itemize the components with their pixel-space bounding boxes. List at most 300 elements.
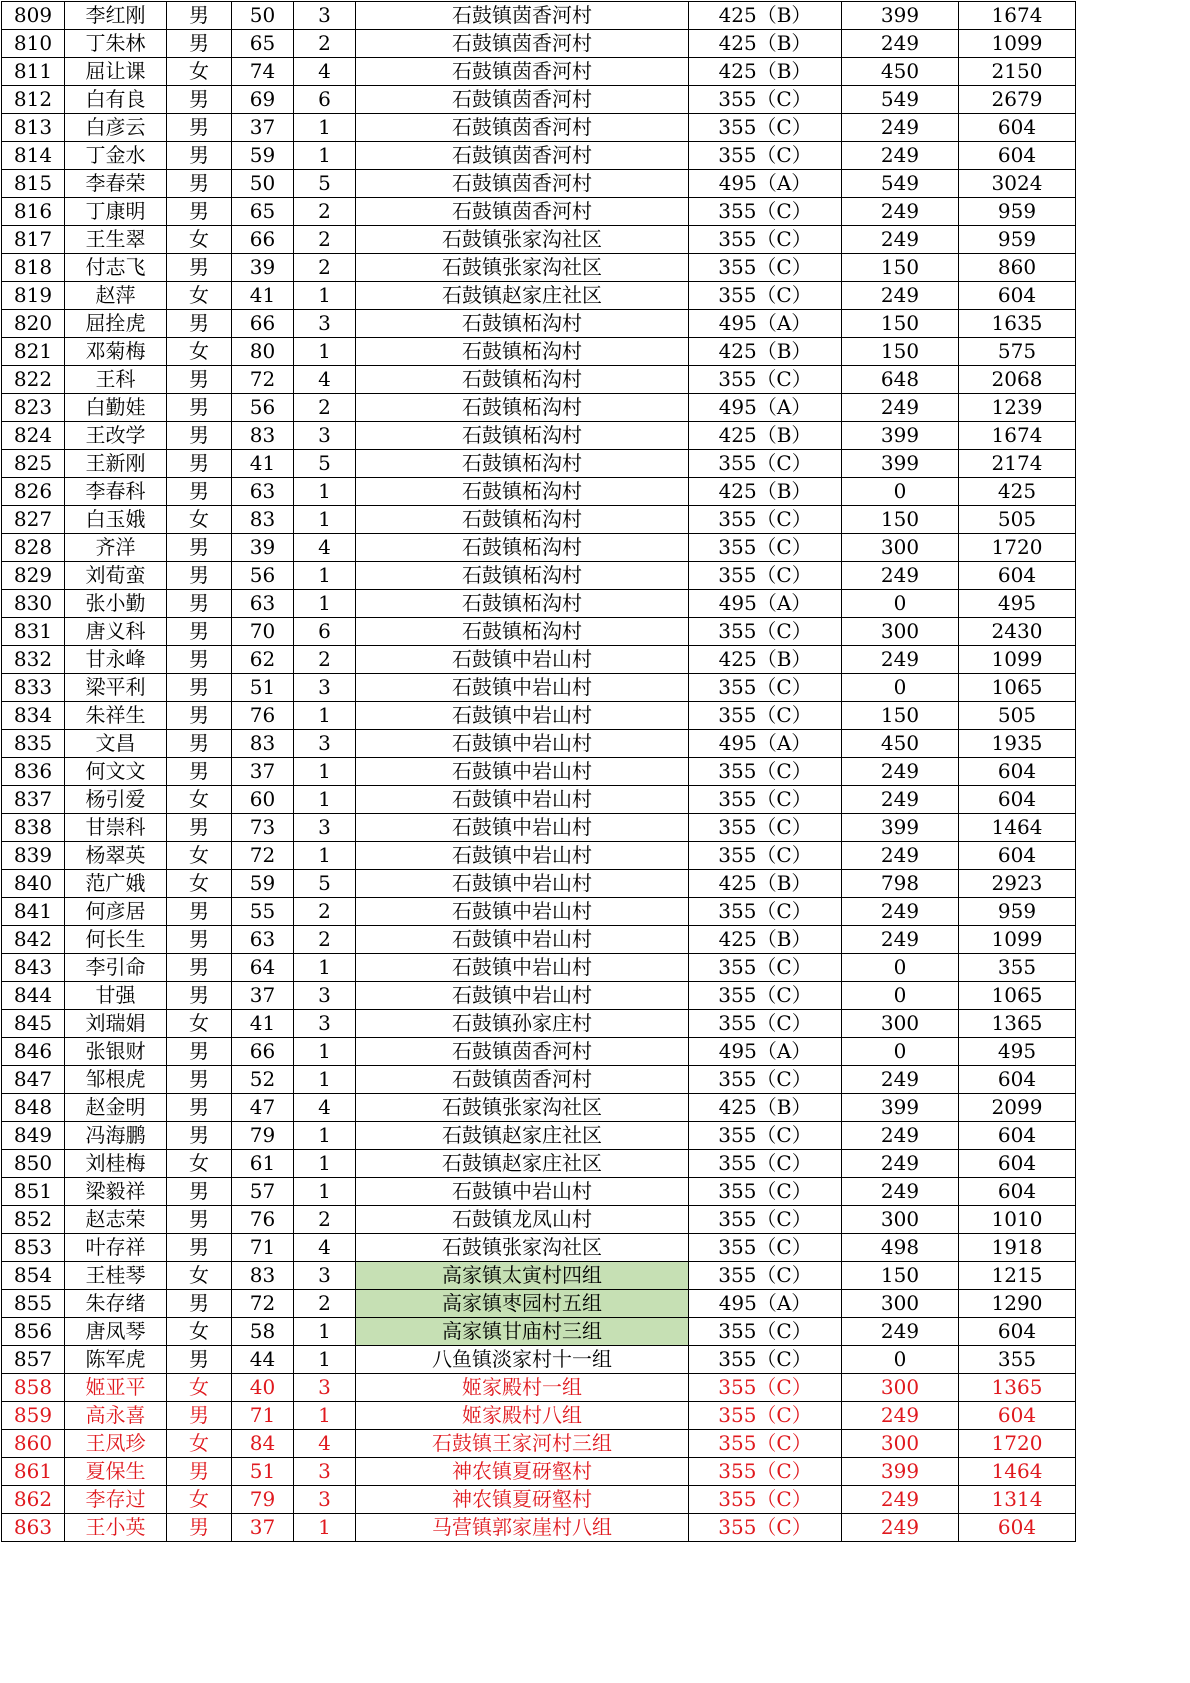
age-cell: 84 bbox=[232, 1430, 294, 1458]
age-cell: 71 bbox=[232, 1234, 294, 1262]
subsidy-cell: 150 bbox=[842, 310, 959, 338]
name-cell: 王科 bbox=[65, 366, 167, 394]
standard-cell: 355（C） bbox=[689, 898, 842, 926]
name-cell: 梁毅祥 bbox=[65, 1178, 167, 1206]
row-id-cell: 822 bbox=[2, 366, 65, 394]
address-cell: 高家镇太寅村四组 bbox=[356, 1262, 689, 1290]
total-cell: 2679 bbox=[959, 86, 1076, 114]
row-id-cell: 821 bbox=[2, 338, 65, 366]
name-cell: 李红刚 bbox=[65, 2, 167, 30]
household-size-cell: 4 bbox=[294, 1234, 356, 1262]
household-size-cell: 1 bbox=[294, 702, 356, 730]
name-cell: 冯海鹏 bbox=[65, 1122, 167, 1150]
row-id-cell: 820 bbox=[2, 310, 65, 338]
total-cell: 959 bbox=[959, 898, 1076, 926]
total-cell: 575 bbox=[959, 338, 1076, 366]
address-cell: 石鼓镇柘沟村 bbox=[356, 394, 689, 422]
subsidy-cell: 150 bbox=[842, 254, 959, 282]
table-row bbox=[2, 1122, 1076, 1150]
row-id-cell: 858 bbox=[2, 1374, 65, 1402]
gender-cell: 男 bbox=[167, 562, 232, 590]
name-cell: 赵萍 bbox=[65, 282, 167, 310]
row-id-cell: 853 bbox=[2, 1234, 65, 1262]
subsidy-cell: 249 bbox=[842, 394, 959, 422]
age-cell: 76 bbox=[232, 702, 294, 730]
age-cell: 50 bbox=[232, 170, 294, 198]
table-row bbox=[2, 1290, 1076, 1318]
table-row bbox=[2, 282, 1076, 310]
name-cell: 何长生 bbox=[65, 926, 167, 954]
standard-cell: 355（C） bbox=[689, 226, 842, 254]
address-cell: 石鼓镇茵香河村 bbox=[356, 30, 689, 58]
household-size-cell: 5 bbox=[294, 170, 356, 198]
subsidy-cell: 399 bbox=[842, 1094, 959, 1122]
gender-cell: 男 bbox=[167, 1066, 232, 1094]
address-cell: 马营镇郭家崖村八组 bbox=[356, 1514, 689, 1542]
name-cell: 屈让课 bbox=[65, 58, 167, 86]
age-cell: 37 bbox=[232, 758, 294, 786]
name-cell: 文昌 bbox=[65, 730, 167, 758]
table-row bbox=[2, 1486, 1076, 1514]
name-cell: 叶存祥 bbox=[65, 1234, 167, 1262]
household-size-cell: 4 bbox=[294, 1430, 356, 1458]
age-cell: 56 bbox=[232, 394, 294, 422]
row-id-cell: 843 bbox=[2, 954, 65, 982]
household-size-cell: 4 bbox=[294, 58, 356, 86]
name-cell: 屈拴虎 bbox=[65, 310, 167, 338]
gender-cell: 男 bbox=[167, 1514, 232, 1542]
gender-cell: 男 bbox=[167, 366, 232, 394]
name-cell: 刘荀蛮 bbox=[65, 562, 167, 590]
gender-cell: 女 bbox=[167, 786, 232, 814]
table-row bbox=[2, 898, 1076, 926]
subsidy-cell: 249 bbox=[842, 758, 959, 786]
household-size-cell: 1 bbox=[294, 562, 356, 590]
gender-cell: 男 bbox=[167, 1094, 232, 1122]
address-cell: 石鼓镇茵香河村 bbox=[356, 2, 689, 30]
age-cell: 73 bbox=[232, 814, 294, 842]
subsidy-cell: 249 bbox=[842, 1486, 959, 1514]
name-cell: 李存过 bbox=[65, 1486, 167, 1514]
table-row bbox=[2, 198, 1076, 226]
total-cell: 604 bbox=[959, 142, 1076, 170]
total-cell: 495 bbox=[959, 590, 1076, 618]
address-cell: 石鼓镇张家沟社区 bbox=[356, 1234, 689, 1262]
name-cell: 陈军虎 bbox=[65, 1346, 167, 1374]
age-cell: 79 bbox=[232, 1122, 294, 1150]
subsidy-cell: 249 bbox=[842, 226, 959, 254]
gender-cell: 女 bbox=[167, 338, 232, 366]
row-id-cell: 810 bbox=[2, 30, 65, 58]
age-cell: 83 bbox=[232, 730, 294, 758]
gender-cell: 女 bbox=[167, 506, 232, 534]
standard-cell: 355（C） bbox=[689, 1066, 842, 1094]
standard-cell: 355（C） bbox=[689, 86, 842, 114]
table-row bbox=[2, 562, 1076, 590]
standard-cell: 495（A） bbox=[689, 590, 842, 618]
address-cell: 石鼓镇中岩山村 bbox=[356, 870, 689, 898]
address-cell: 石鼓镇柘沟村 bbox=[356, 478, 689, 506]
gender-cell: 男 bbox=[167, 1206, 232, 1234]
subsidy-cell: 249 bbox=[842, 926, 959, 954]
name-cell: 王改学 bbox=[65, 422, 167, 450]
standard-cell: 355（C） bbox=[689, 254, 842, 282]
standard-cell: 355（C） bbox=[689, 1234, 842, 1262]
age-cell: 59 bbox=[232, 142, 294, 170]
table-row bbox=[2, 170, 1076, 198]
name-cell: 张银财 bbox=[65, 1038, 167, 1066]
standard-cell: 355（C） bbox=[689, 1206, 842, 1234]
row-id-cell: 824 bbox=[2, 422, 65, 450]
gender-cell: 男 bbox=[167, 1234, 232, 1262]
subsidy-cell: 399 bbox=[842, 422, 959, 450]
address-cell: 石鼓镇茵香河村 bbox=[356, 1038, 689, 1066]
address-cell: 石鼓镇赵家庄社区 bbox=[356, 1122, 689, 1150]
name-cell: 李引命 bbox=[65, 954, 167, 982]
total-cell: 959 bbox=[959, 198, 1076, 226]
subsidy-cell: 399 bbox=[842, 2, 959, 30]
total-cell: 604 bbox=[959, 1402, 1076, 1430]
standard-cell: 355（C） bbox=[689, 842, 842, 870]
address-cell: 石鼓镇中岩山村 bbox=[356, 730, 689, 758]
standard-cell: 355（C） bbox=[689, 1458, 842, 1486]
table-row bbox=[2, 310, 1076, 338]
age-cell: 51 bbox=[232, 674, 294, 702]
subsidy-cell: 300 bbox=[842, 618, 959, 646]
standard-cell: 425（B） bbox=[689, 1094, 842, 1122]
standard-cell: 355（C） bbox=[689, 954, 842, 982]
standard-cell: 355（C） bbox=[689, 534, 842, 562]
name-cell: 王新刚 bbox=[65, 450, 167, 478]
name-cell: 甘强 bbox=[65, 982, 167, 1010]
name-cell: 丁金水 bbox=[65, 142, 167, 170]
gender-cell: 男 bbox=[167, 170, 232, 198]
age-cell: 63 bbox=[232, 590, 294, 618]
total-cell: 2068 bbox=[959, 366, 1076, 394]
gender-cell: 男 bbox=[167, 758, 232, 786]
household-size-cell: 3 bbox=[294, 814, 356, 842]
age-cell: 40 bbox=[232, 1374, 294, 1402]
age-cell: 47 bbox=[232, 1094, 294, 1122]
name-cell: 姬亚平 bbox=[65, 1374, 167, 1402]
table-row bbox=[2, 618, 1076, 646]
age-cell: 72 bbox=[232, 842, 294, 870]
row-id-cell: 844 bbox=[2, 982, 65, 1010]
gender-cell: 男 bbox=[167, 702, 232, 730]
total-cell: 495 bbox=[959, 1038, 1076, 1066]
row-id-cell: 835 bbox=[2, 730, 65, 758]
household-size-cell: 2 bbox=[294, 1290, 356, 1318]
row-id-cell: 826 bbox=[2, 478, 65, 506]
household-size-cell: 1 bbox=[294, 842, 356, 870]
household-size-cell: 2 bbox=[294, 198, 356, 226]
row-id-cell: 837 bbox=[2, 786, 65, 814]
household-size-cell: 1 bbox=[294, 338, 356, 366]
address-cell: 石鼓镇中岩山村 bbox=[356, 926, 689, 954]
address-cell: 石鼓镇中岩山村 bbox=[356, 674, 689, 702]
total-cell: 1215 bbox=[959, 1262, 1076, 1290]
address-cell: 姬家殿村一组 bbox=[356, 1374, 689, 1402]
household-size-cell: 2 bbox=[294, 30, 356, 58]
table-row bbox=[2, 1038, 1076, 1066]
standard-cell: 425（B） bbox=[689, 338, 842, 366]
row-id-cell: 850 bbox=[2, 1150, 65, 1178]
household-size-cell: 1 bbox=[294, 1346, 356, 1374]
subsidy-cell: 249 bbox=[842, 1514, 959, 1542]
row-id-cell: 814 bbox=[2, 142, 65, 170]
name-cell: 杨引爱 bbox=[65, 786, 167, 814]
subsidy-cell: 150 bbox=[842, 702, 959, 730]
subsidy-cell: 300 bbox=[842, 1206, 959, 1234]
row-id-cell: 816 bbox=[2, 198, 65, 226]
subsidy-cell: 249 bbox=[842, 198, 959, 226]
age-cell: 57 bbox=[232, 1178, 294, 1206]
name-cell: 白勤娃 bbox=[65, 394, 167, 422]
name-cell: 甘永峰 bbox=[65, 646, 167, 674]
total-cell: 604 bbox=[959, 1066, 1076, 1094]
table-row bbox=[2, 1374, 1076, 1402]
standard-cell: 355（C） bbox=[689, 282, 842, 310]
age-cell: 83 bbox=[232, 422, 294, 450]
age-cell: 65 bbox=[232, 198, 294, 226]
gender-cell: 男 bbox=[167, 198, 232, 226]
subsidy-cell: 249 bbox=[842, 842, 959, 870]
standard-cell: 355（C） bbox=[689, 450, 842, 478]
total-cell: 1720 bbox=[959, 534, 1076, 562]
subsidy-cell: 300 bbox=[842, 1430, 959, 1458]
data-table bbox=[1, 1, 1076, 1542]
name-cell: 张小勤 bbox=[65, 590, 167, 618]
standard-cell: 355（C） bbox=[689, 1402, 842, 1430]
total-cell: 2174 bbox=[959, 450, 1076, 478]
name-cell: 丁朱林 bbox=[65, 30, 167, 58]
total-cell: 1290 bbox=[959, 1290, 1076, 1318]
age-cell: 63 bbox=[232, 926, 294, 954]
household-size-cell: 3 bbox=[294, 1486, 356, 1514]
standard-cell: 355（C） bbox=[689, 114, 842, 142]
age-cell: 58 bbox=[232, 1318, 294, 1346]
household-size-cell: 2 bbox=[294, 926, 356, 954]
household-size-cell: 1 bbox=[294, 1066, 356, 1094]
standard-cell: 495（A） bbox=[689, 1038, 842, 1066]
standard-cell: 355（C） bbox=[689, 1318, 842, 1346]
age-cell: 61 bbox=[232, 1150, 294, 1178]
address-cell: 石鼓镇龙凤山村 bbox=[356, 1206, 689, 1234]
subsidy-cell: 300 bbox=[842, 1374, 959, 1402]
row-id-cell: 851 bbox=[2, 1178, 65, 1206]
row-id-cell: 857 bbox=[2, 1346, 65, 1374]
standard-cell: 425（B） bbox=[689, 58, 842, 86]
address-cell: 石鼓镇张家沟社区 bbox=[356, 226, 689, 254]
age-cell: 66 bbox=[232, 226, 294, 254]
gender-cell: 男 bbox=[167, 1122, 232, 1150]
gender-cell: 男 bbox=[167, 814, 232, 842]
age-cell: 37 bbox=[232, 982, 294, 1010]
total-cell: 1720 bbox=[959, 1430, 1076, 1458]
table-row bbox=[2, 142, 1076, 170]
standard-cell: 495（A） bbox=[689, 394, 842, 422]
household-size-cell: 4 bbox=[294, 534, 356, 562]
address-cell: 石鼓镇赵家庄社区 bbox=[356, 282, 689, 310]
table-row bbox=[2, 730, 1076, 758]
standard-cell: 355（C） bbox=[689, 814, 842, 842]
table-row bbox=[2, 1010, 1076, 1038]
gender-cell: 男 bbox=[167, 422, 232, 450]
total-cell: 1065 bbox=[959, 674, 1076, 702]
address-cell: 石鼓镇柘沟村 bbox=[356, 590, 689, 618]
row-id-cell: 811 bbox=[2, 58, 65, 86]
row-id-cell: 846 bbox=[2, 1038, 65, 1066]
row-id-cell: 854 bbox=[2, 1262, 65, 1290]
row-id-cell: 815 bbox=[2, 170, 65, 198]
gender-cell: 女 bbox=[167, 1262, 232, 1290]
total-cell: 3024 bbox=[959, 170, 1076, 198]
gender-cell: 男 bbox=[167, 590, 232, 618]
row-id-cell: 832 bbox=[2, 646, 65, 674]
total-cell: 1010 bbox=[959, 1206, 1076, 1234]
subsidy-cell: 0 bbox=[842, 478, 959, 506]
address-cell: 石鼓镇柘沟村 bbox=[356, 506, 689, 534]
row-id-cell: 817 bbox=[2, 226, 65, 254]
age-cell: 41 bbox=[232, 450, 294, 478]
gender-cell: 男 bbox=[167, 1346, 232, 1374]
total-cell: 2430 bbox=[959, 618, 1076, 646]
gender-cell: 女 bbox=[167, 58, 232, 86]
row-id-cell: 833 bbox=[2, 674, 65, 702]
gender-cell: 女 bbox=[167, 226, 232, 254]
age-cell: 55 bbox=[232, 898, 294, 926]
household-size-cell: 1 bbox=[294, 590, 356, 618]
subsidy-cell: 249 bbox=[842, 898, 959, 926]
standard-cell: 355（C） bbox=[689, 702, 842, 730]
name-cell: 李春荣 bbox=[65, 170, 167, 198]
row-id-cell: 813 bbox=[2, 114, 65, 142]
address-cell: 神农镇夏砑壑村 bbox=[356, 1458, 689, 1486]
household-size-cell: 1 bbox=[294, 1038, 356, 1066]
address-cell: 高家镇枣园村五组 bbox=[356, 1290, 689, 1318]
table-row bbox=[2, 814, 1076, 842]
total-cell: 1635 bbox=[959, 310, 1076, 338]
table-row bbox=[2, 1458, 1076, 1486]
row-id-cell: 847 bbox=[2, 1066, 65, 1094]
age-cell: 63 bbox=[232, 478, 294, 506]
household-size-cell: 1 bbox=[294, 142, 356, 170]
table-body bbox=[2, 2, 1076, 1542]
row-id-cell: 860 bbox=[2, 1430, 65, 1458]
age-cell: 52 bbox=[232, 1066, 294, 1094]
household-size-cell: 1 bbox=[294, 758, 356, 786]
subsidy-cell: 249 bbox=[842, 786, 959, 814]
age-cell: 80 bbox=[232, 338, 294, 366]
household-size-cell: 1 bbox=[294, 1150, 356, 1178]
address-cell: 石鼓镇中岩山村 bbox=[356, 786, 689, 814]
household-size-cell: 2 bbox=[294, 646, 356, 674]
household-size-cell: 3 bbox=[294, 982, 356, 1010]
row-id-cell: 829 bbox=[2, 562, 65, 590]
household-size-cell: 1 bbox=[294, 1402, 356, 1430]
total-cell: 604 bbox=[959, 786, 1076, 814]
table-row bbox=[2, 954, 1076, 982]
table-row bbox=[2, 1318, 1076, 1346]
total-cell: 355 bbox=[959, 1346, 1076, 1374]
table-row bbox=[2, 982, 1076, 1010]
address-cell: 八鱼镇淡家村十一组 bbox=[356, 1346, 689, 1374]
table-row bbox=[2, 254, 1076, 282]
name-cell: 刘瑞娟 bbox=[65, 1010, 167, 1038]
age-cell: 62 bbox=[232, 646, 294, 674]
gender-cell: 男 bbox=[167, 898, 232, 926]
address-cell: 石鼓镇中岩山村 bbox=[356, 1178, 689, 1206]
gender-cell: 女 bbox=[167, 1374, 232, 1402]
age-cell: 37 bbox=[232, 1514, 294, 1542]
age-cell: 59 bbox=[232, 870, 294, 898]
total-cell: 604 bbox=[959, 1178, 1076, 1206]
subsidy-cell: 249 bbox=[842, 562, 959, 590]
standard-cell: 425（B） bbox=[689, 422, 842, 450]
standard-cell: 425（B） bbox=[689, 870, 842, 898]
row-id-cell: 842 bbox=[2, 926, 65, 954]
household-size-cell: 3 bbox=[294, 1374, 356, 1402]
age-cell: 74 bbox=[232, 58, 294, 86]
address-cell: 石鼓镇中岩山村 bbox=[356, 954, 689, 982]
age-cell: 51 bbox=[232, 1458, 294, 1486]
total-cell: 1674 bbox=[959, 2, 1076, 30]
subsidy-cell: 249 bbox=[842, 646, 959, 674]
table-row bbox=[2, 86, 1076, 114]
subsidy-cell: 249 bbox=[842, 1150, 959, 1178]
gender-cell: 男 bbox=[167, 954, 232, 982]
row-id-cell: 825 bbox=[2, 450, 65, 478]
standard-cell: 355（C） bbox=[689, 1262, 842, 1290]
total-cell: 1065 bbox=[959, 982, 1076, 1010]
name-cell: 杨翠英 bbox=[65, 842, 167, 870]
total-cell: 860 bbox=[959, 254, 1076, 282]
name-cell: 邓菊梅 bbox=[65, 338, 167, 366]
subsidy-cell: 249 bbox=[842, 1122, 959, 1150]
household-size-cell: 4 bbox=[294, 366, 356, 394]
standard-cell: 425（B） bbox=[689, 30, 842, 58]
name-cell: 丁康明 bbox=[65, 198, 167, 226]
standard-cell: 425（B） bbox=[689, 926, 842, 954]
age-cell: 66 bbox=[232, 310, 294, 338]
total-cell: 604 bbox=[959, 282, 1076, 310]
subsidy-cell: 150 bbox=[842, 506, 959, 534]
table-row bbox=[2, 226, 1076, 254]
name-cell: 朱存绪 bbox=[65, 1290, 167, 1318]
address-cell: 石鼓镇茵香河村 bbox=[356, 142, 689, 170]
total-cell: 1464 bbox=[959, 1458, 1076, 1486]
row-id-cell: 845 bbox=[2, 1010, 65, 1038]
standard-cell: 355（C） bbox=[689, 618, 842, 646]
subsidy-cell: 450 bbox=[842, 730, 959, 758]
gender-cell: 男 bbox=[167, 478, 232, 506]
address-cell: 石鼓镇柘沟村 bbox=[356, 338, 689, 366]
standard-cell: 355（C） bbox=[689, 1374, 842, 1402]
standard-cell: 355（C） bbox=[689, 1486, 842, 1514]
name-cell: 白有良 bbox=[65, 86, 167, 114]
name-cell: 邹根虎 bbox=[65, 1066, 167, 1094]
name-cell: 王生翠 bbox=[65, 226, 167, 254]
household-size-cell: 1 bbox=[294, 282, 356, 310]
household-size-cell: 1 bbox=[294, 114, 356, 142]
total-cell: 604 bbox=[959, 562, 1076, 590]
row-id-cell: 840 bbox=[2, 870, 65, 898]
row-id-cell: 849 bbox=[2, 1122, 65, 1150]
subsidy-cell: 0 bbox=[842, 1038, 959, 1066]
address-cell: 石鼓镇中岩山村 bbox=[356, 814, 689, 842]
standard-cell: 355（C） bbox=[689, 786, 842, 814]
table-row bbox=[2, 842, 1076, 870]
